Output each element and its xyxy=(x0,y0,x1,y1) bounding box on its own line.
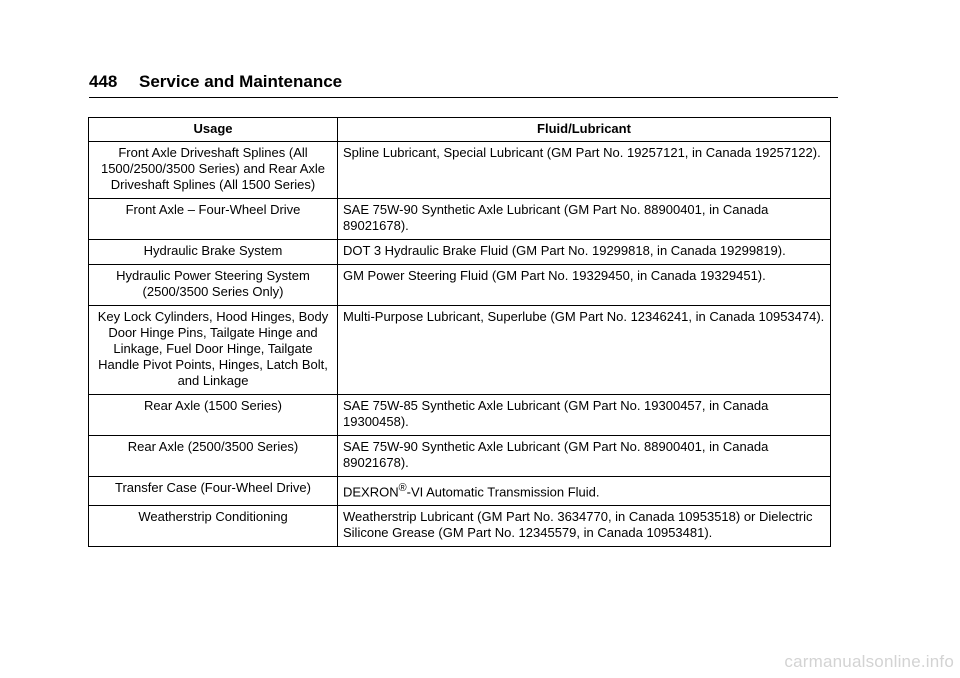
fluid-cell: SAE 75W-90 Synthetic Axle Lubricant (GM Part No. 88900401, in Canada 89021678). xyxy=(338,436,831,477)
table-header-row xyxy=(89,118,831,142)
table-row xyxy=(89,436,831,477)
table-row xyxy=(89,306,831,395)
fluid-cell xyxy=(338,477,831,506)
section-title: Service and Maintenance xyxy=(139,72,343,91)
usage-cell: Hydraulic Brake System xyxy=(89,240,338,265)
header-rule xyxy=(89,97,838,98)
page-header xyxy=(89,70,837,94)
fluid-cell: SAE 75W-85 Synthetic Axle Lubricant (GM Part No. 19300457, in Canada 19300458). xyxy=(338,395,831,436)
table-row xyxy=(89,142,831,199)
fluid-cell: DOT 3 Hydraulic Brake Fluid (GM Part No. 19299818, in Canada 19299819). xyxy=(338,240,831,265)
table-row xyxy=(89,240,831,265)
table-row xyxy=(89,506,831,547)
table-row xyxy=(89,395,831,436)
usage-cell: Front Axle Driveshaft Splines (All 1500/2500/3500 Series) and Rear Axle Driveshaft Splines (All 1500 Series) xyxy=(89,142,338,199)
fluid-cell: GM Power Steering Fluid (GM Part No. 19329450, in Canada 19329451). xyxy=(338,265,831,306)
column-header-fluid: Fluid/Lubricant xyxy=(338,118,831,142)
watermark-text: carmanualsonline.info xyxy=(784,652,954,671)
usage-cell: Rear Axle (2500/3500 Series) xyxy=(89,436,338,477)
fluids-lubricants-table xyxy=(88,117,831,547)
table-row xyxy=(89,477,831,506)
usage-cell: Key Lock Cylinders, Hood Hinges, Body Door Hinge Pins, Tailgate Hinge and Linkage, Fuel Door Hinge, Tailgate Handle Pivot Points, Hinges, Latch Bolt, and Linkage xyxy=(89,306,338,395)
fluid-cell: Weatherstrip Lubricant (GM Part No. 3634770, in Canada 10953518) or Dielectric Silicone Grease (GM Part No. 12345579, in Canada 10953481). xyxy=(338,506,831,547)
fluid-brand: DEXRON xyxy=(343,484,399,500)
usage-cell: Weatherstrip Conditioning xyxy=(89,506,338,547)
fluid-rest: -VI Automatic Transmission Fluid. xyxy=(406,484,600,500)
fluid-cell: SAE 75W-90 Synthetic Axle Lubricant (GM Part No. 88900401, in Canada 89021678). xyxy=(338,199,831,240)
registered-mark: ® xyxy=(398,482,407,494)
fluid-cell: Multi-Purpose Lubricant, Superlube (GM Part No. 12346241, in Canada 10953474). xyxy=(338,306,831,395)
usage-cell: Transfer Case (Four-Wheel Drive) xyxy=(89,477,338,506)
usage-cell: Rear Axle (1500 Series) xyxy=(89,395,338,436)
table-row xyxy=(89,199,831,240)
usage-cell: Hydraulic Power Steering System (2500/3500 Series Only) xyxy=(89,265,338,306)
column-header-usage: Usage xyxy=(89,118,338,142)
fluid-cell: Spline Lubricant, Special Lubricant (GM Part No. 19257121, in Canada 19257122). xyxy=(338,142,831,199)
page-number: 448 xyxy=(89,72,118,91)
table-row xyxy=(89,265,831,306)
usage-cell: Front Axle – Four-Wheel Drive xyxy=(89,199,338,240)
